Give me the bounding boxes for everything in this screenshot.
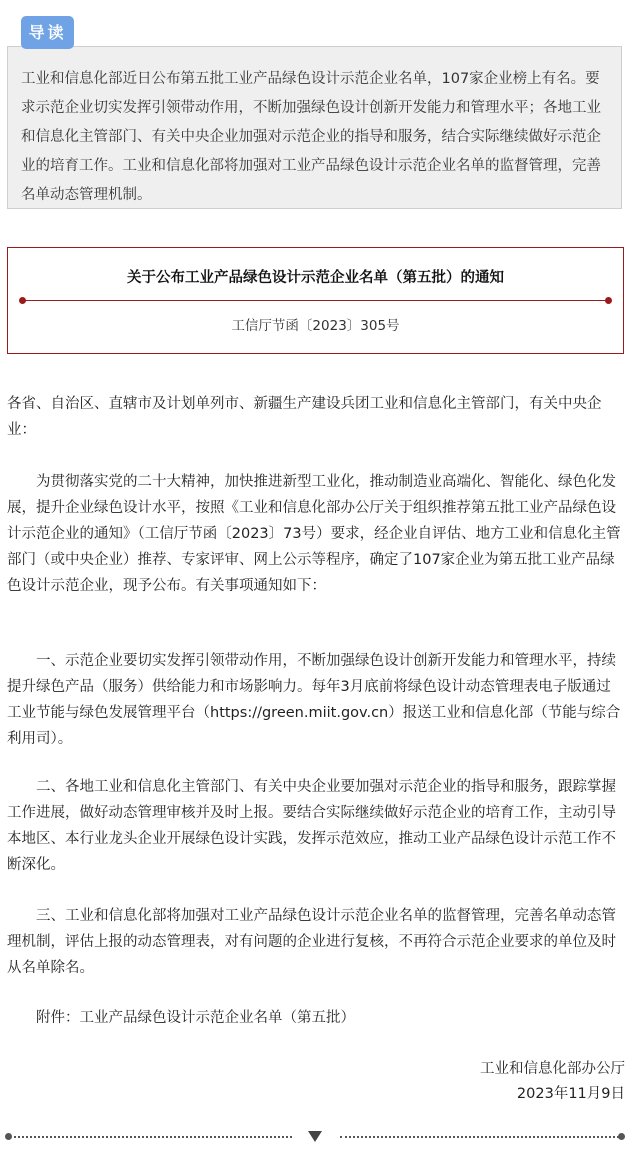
intro-summary-text: 工业和信息化部近日公布第五批工业产品绿色设计示范企业名单，107家企业榜上有名。要求示范企业切实发挥引领带动作用，不断加强绿色设计创新开发能力和管理水平；各地工业和信息化主管部门、有关中央企业加强对示范企业的指导和服务，结合实际继续做好示范企业的培育工作。工业和信息化部将加强对工业产品绿色设计示范企业名单的监督管理，完善名单动态管理机制。 (21, 71, 601, 203)
footer-divider-right (340, 1136, 619, 1138)
down-triangle-icon (308, 1131, 322, 1142)
divider-dot-right (605, 297, 612, 304)
footer-dot-right (618, 1133, 625, 1140)
notice-divider (21, 300, 610, 301)
paragraph-item-1: 一、示范企业要切实发挥引领带动作用，不断加强绿色设计创新开发能力和管理水平，持续提升绿色产品（服务）供给能力和市场影响力。每年3月底前将绿色设计动态管理表电子版通过工业节能与绿色发展管理平台（https://green.miit.gov.cn）报送工业和信息化部（节能与综合利用司）。 (7, 653, 621, 747)
salutation: 各省、自治区、直辖市及计划单列市、新疆生产建设兵团工业和信息化主管部门，有关中央企业： (7, 396, 602, 438)
paragraph-item-3: 三、工业和信息化部将加强对工业产品绿色设计示范企业名单的监督管理，完善名单动态管理机制，评估上报的动态管理表，对有问题的企业进行复核，不再符合示范企业要求的单位及时从名单除名。 (7, 908, 616, 976)
notice-header-box (7, 247, 624, 354)
divider-dot-left (19, 297, 26, 304)
intro-badge: 导读 (21, 16, 74, 49)
intro-summary-box (7, 46, 622, 209)
attachment-note: 附件：工业产品绿色设计示范企业名单（第五批） (36, 1010, 355, 1026)
issue-date: 2023年11月9日 (516, 1086, 625, 1102)
issuer-name: 工业和信息化部办公厅 (480, 1061, 625, 1077)
footer-divider-left (9, 1136, 292, 1138)
paragraph-item-2: 二、各地工业和信息化主管部门、有关中央企业要加强对示范企业的指导和服务，跟踪掌握工作进展，做好动态管理审核并及时上报。要结合实际继续做好示范企业的培育工作，主动引导本地区、本行业龙头企业开展绿色设计实践，发挥示范效应，推动工业产品绿色设计示范工作不断深化。 (7, 779, 616, 873)
notice-title: 关于公布工业产品绿色设计示范企业名单（第五批）的通知 (127, 270, 504, 286)
notice-document-number: 工信厅节函〔2023〕305号 (231, 318, 400, 334)
paragraph-intro: 为贯彻落实党的二十大精神，加快推进新型工业化，推动制造业高端化、智能化、绿色化发展，提升企业绿色设计水平，按照《工业和信息化部办公厅关于组织推荐第五批工业产品绿色设计示范企业的通知》（工信厅节函〔2023〕73号）要求，经企业自评估、地方工业和信息化主管部门（或中央企业）推荐、专家评审、网上公示等程序，确定了107家企业为第五批工业产品绿色设计示范企业，现予公布。有关事项通知如下： (7, 474, 621, 594)
